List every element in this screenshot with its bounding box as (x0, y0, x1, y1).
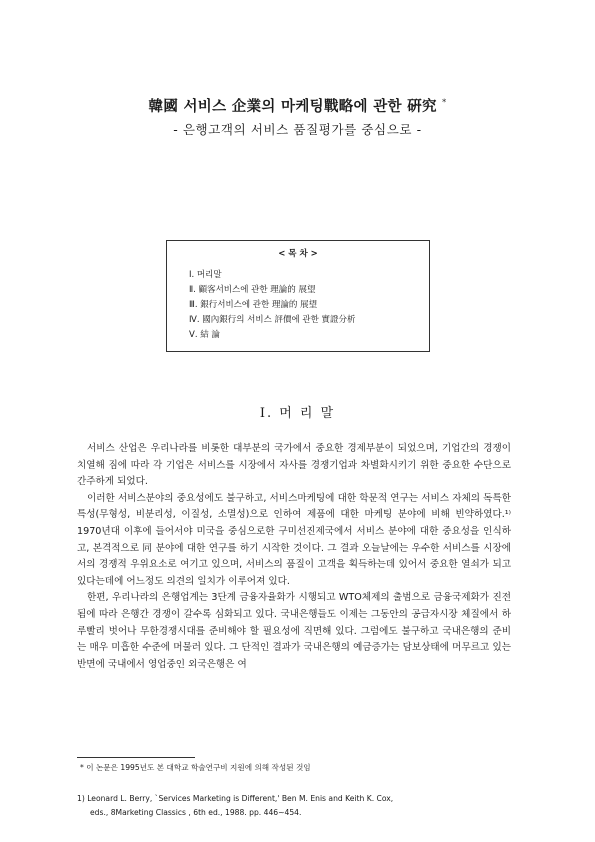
footnote-separator (77, 757, 195, 758)
toc-list (189, 268, 356, 343)
footnote-1 (77, 792, 517, 820)
toc-heading: < 목 차 > (278, 249, 318, 259)
title-text: 韓國 서비스 企業의 마케팅戰略에 관한 硏究 (148, 98, 437, 115)
paper-subtitle: - 은행고객의 서비스 품질평가를 중심으로 - (173, 122, 422, 137)
body-text (77, 441, 511, 673)
paragraph: 이러한 서비스분야의 중요성에도 불구하고, 서비스마케팅에 대한 학문적 연구는 서비스 자체의 독특한 특성(무형성, 비분리성, 이질성, 소멸성)으로 인하여 제품에 대한 마케팅 분야에 비해 빈약하였다.¹⁾ 1970년대 이후에 들어서야 미국을 중심으로한 구미선진제국에서 서비스 분야에 대한 중요성을 인식하고, 본격적으로 同 분야에 대한 연구를 하기 시작한 것이다. 그 결과 오늘날에는 우수한 서비스를 시장에서의 경쟁적 우위요소로 여기고 있으며, 서비스의 품질이 고객을 획득하는데 있어서 중요한 열쇠가 되고 있다는데에 어느정도 의견의 일치가 이루어져 있다. (77, 492, 511, 587)
table-of-contents (166, 240, 430, 352)
toc-item: Ⅴ. 結 論 (189, 330, 220, 340)
title-footnote-mark: * (442, 98, 447, 108)
footnote-1-line: 1) Leonard L. Berry, `Services Marketing is Different,' Ben M. Enis and Keith K. Cox, (77, 794, 394, 803)
paragraph: 한편, 우리나라의 은행업계는 3단계 금융자율화가 시행되고 WTO체제의 출범으로 금융국제화가 진전됨에 따라 은행간 경쟁이 갈수록 심화되고 있다. 국내은행들도 이제는 그동안의 공급자시장 체질에서 하루빨리 벗어나 무한경쟁시대를 준비해야 할 필요성에 직면해 있다. 그럼에도 불구하고 국내은행의 준비는 매우 미흡한 수준에 머물러 있다. 그 단적인 결과가 국내은행의 예금증가는 담보상태에 머무르고 있는 반면에 국내에서 영업중인 외국은행은 여 (77, 592, 511, 670)
footnote-funding: * 이 논문은 1995년도 본 대학교 학술연구비 지원에 의해 작성된 것임 (80, 763, 311, 772)
paper-title (0, 95, 595, 116)
toc-item: Ⅲ. 銀行서비스에 관한 理論的 展望 (189, 300, 318, 310)
paragraph: 서비스 산업은 우리나라를 비롯한 대부분의 국가에서 중요한 경제부분이 되었으며, 기업간의 경쟁이 치열해 짐에 따라 각 기업은 서비스를 시장에서 자사를 경쟁기업과 차별화시키기 위한 중요한 수단으로 간주하게 되었다. (77, 443, 511, 488)
section-heading: Ⅰ. 머 리 말 (259, 406, 336, 421)
toc-item: Ⅱ. 顧客서비스에 관한 理論的 展望 (189, 285, 316, 295)
toc-item: Ⅳ. 國內銀行의 서비스 評價에 관한 實證分析 (189, 315, 356, 325)
footnote-1-line: eds., 8Marketing Classics , 6th ed., 1988. pp. 446~454. (90, 808, 302, 817)
toc-item: Ⅰ. 머리말 (189, 270, 222, 280)
